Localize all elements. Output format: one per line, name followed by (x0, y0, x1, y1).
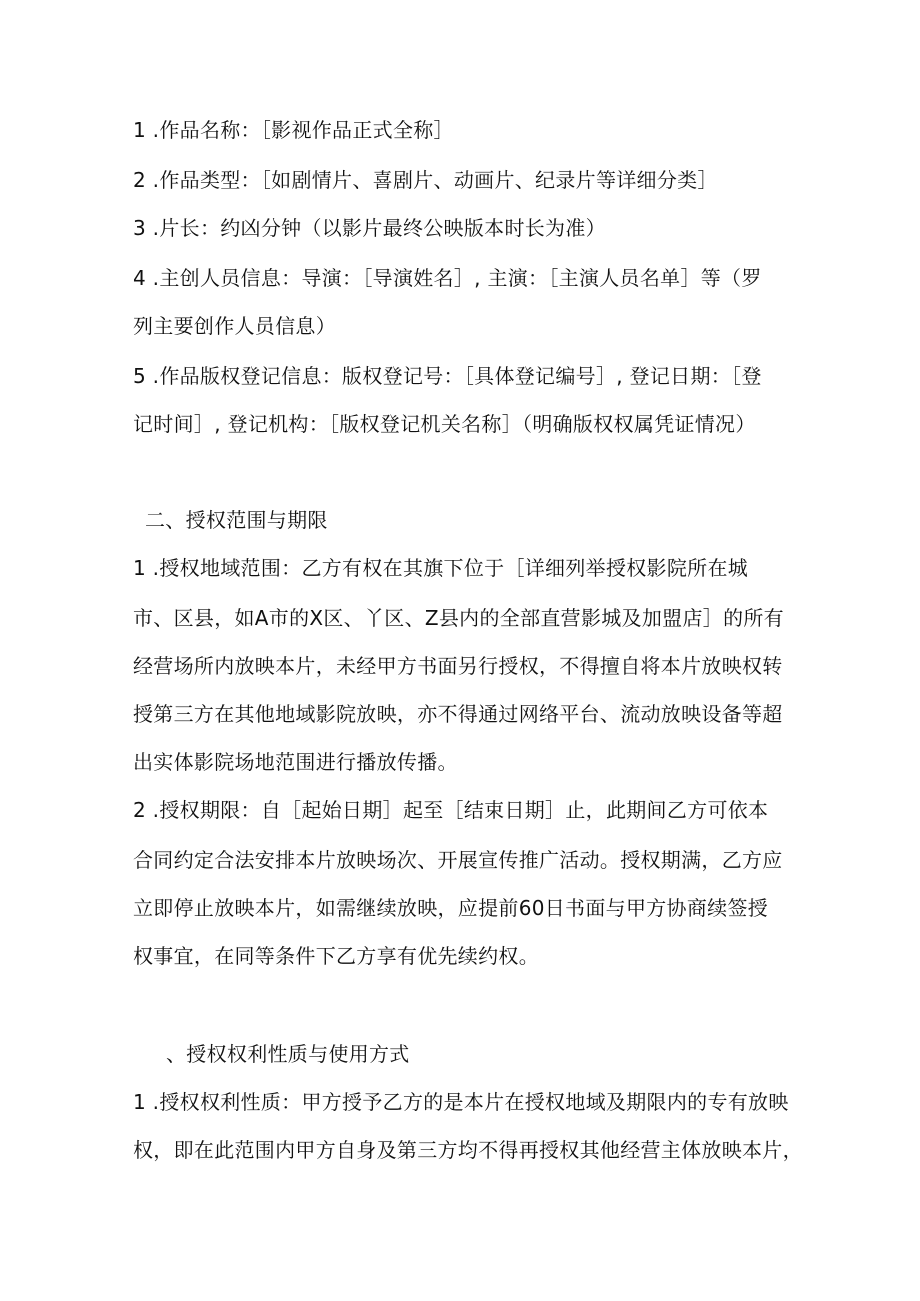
territory-line-cont-2: 经营场所内放映本片，未经甲方书面另行授权，不得擅自将本片放映权转 (133, 654, 783, 678)
term-line-cont-1: 合同约定合法安排本片放映场次、开展宣传推广活动。授权期满，乙方应 (133, 848, 783, 872)
copyright-line: 5 .作品版权登记信息：版权登记号：［具体登记编号］, 登记日期：［登 (133, 364, 762, 388)
section-heading-rights-nature: 、授权权利性质与使用方式 (166, 1042, 410, 1066)
section-heading-scope-term: 二、授权范围与期限 (145, 508, 328, 532)
duration-line: 3 .片长：约凶分钟（以影片最终公映版本时长为准） (133, 216, 606, 240)
creators-line: 4 .主创人员信息：导演：［导演姓名］, 主演：［主演人员名单］等（罗 (133, 266, 762, 290)
territory-line-cont-4: 出实体影院场地范围进行播放传播。 (133, 750, 458, 774)
term-line-cont-2: 立即停止放映本片，如需继续放映，应提前60日书面与甲方协商续签授 (133, 896, 769, 920)
rights-nature-line: 1 .授权权利性质：甲方授予乙方的是本片在授权地域及期限内的专有放映 (133, 1090, 789, 1114)
term-line: 2 .授权期限：自［起始日期］起至［结束日期］止，此期间乙方可依本 (133, 798, 769, 822)
rights-nature-line-cont: 权，即在此范围内甲方自身及第三方均不得再授权其他经营主体放映本片， (133, 1138, 803, 1162)
work-type-line: 2 .作品类型：［如剧情片、喜剧片、动画片、纪录片等详细分类］ (133, 168, 718, 192)
creators-line-cont: 列主要创作人员信息） (133, 314, 336, 338)
work-name-line: 1 .作品名称：［影视作品正式全称］ (133, 118, 454, 142)
territory-line-cont-3: 授第三方在其他地域影院放映，亦不得通过网络平台、流动放映设备等超 (133, 702, 783, 726)
copyright-line-cont: 记时间］, 登记机构：［版权登记机关名称］（明确版权权属凭证情况） (133, 412, 756, 436)
term-line-cont-3: 权事宜，在同等条件下乙方享有优先续约权。 (133, 944, 539, 968)
territory-line-cont-1: 市、区县，如A市的X区、丫区、Z县内的全部直营影城及加盟店］的所有 (133, 606, 784, 630)
territory-line: 1 .授权地域范围：乙方有权在其旗下位于［详细列举授权影院所在城 (133, 556, 749, 580)
